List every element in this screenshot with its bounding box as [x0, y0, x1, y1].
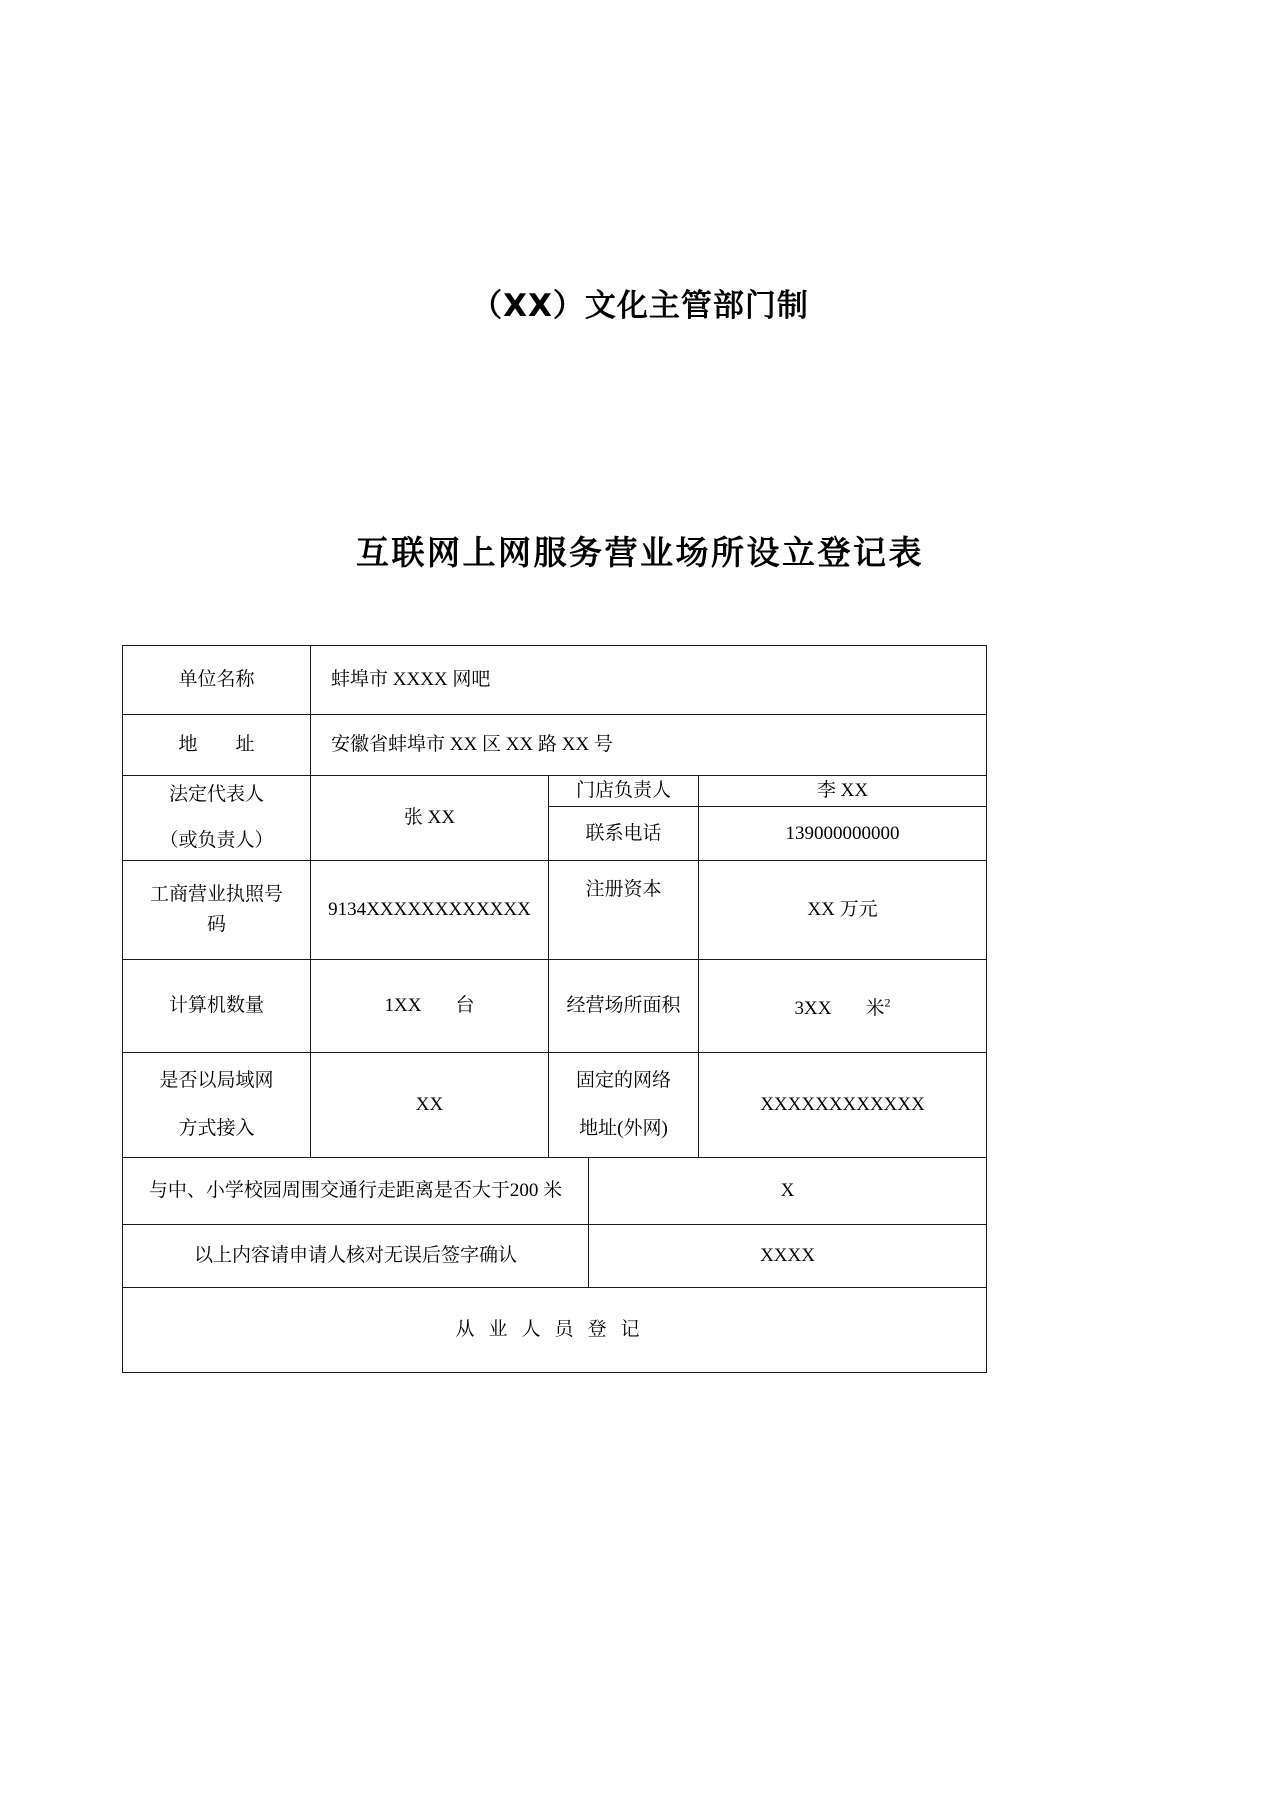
business-license-label-line2: 码 [206, 914, 226, 935]
registration-form [122, 645, 986, 1373]
fixed-network-address-label-line2: 地址(外网) [579, 1118, 668, 1139]
row-label-applicant-confirmation: 以上内容请申请人核对无误后签字确认 [123, 1225, 589, 1288]
premises-area-exponent: 2 [884, 995, 891, 1010]
table-row [123, 960, 987, 1053]
page-title: 互联网上网服务营业场所设立登记表 [356, 536, 924, 572]
row-label-business-license-no [123, 861, 311, 960]
lan-access-label-line1: 是否以局域网 [159, 1070, 274, 1091]
issuing-authority-note: （XX）文化主管部门制 [471, 288, 809, 324]
table-row [123, 861, 987, 960]
row-value-address: 安徽省蚌埠市 XX 区 XX 路 XX 号 [311, 715, 987, 776]
row-label-computer-count: 计算机数量 [123, 960, 311, 1053]
registration-table [122, 645, 987, 1373]
row-value-applicant-signature: XXXX [589, 1225, 987, 1288]
row-label-contact-phone: 联系电话 [549, 807, 699, 861]
row-label-store-manager: 门店负责人 [549, 776, 699, 807]
row-value-fixed-network-address: XXXXXXXXXXXX [699, 1053, 987, 1158]
lan-access-label-line2: 方式接入 [178, 1118, 255, 1139]
row-value-contact-phone: 139000000000 [699, 807, 987, 861]
row-value-business-license-no: 9134XXXXXXXXXXXX [311, 861, 549, 960]
row-label-registered-capital: 注册资本 [549, 861, 699, 960]
row-value-premises-area [699, 960, 987, 1053]
table-row [123, 1288, 987, 1373]
legal-representative-label-line1: 法定代表人 [168, 784, 264, 805]
row-value-store-manager: 李 XX [699, 776, 987, 807]
table-row [123, 1053, 987, 1158]
table-row [123, 1225, 987, 1288]
legal-representative-label-line2: （或负责人） [159, 830, 274, 851]
row-label-legal-representative [123, 776, 311, 861]
row-label-premises-area: 经营场所面积 [549, 960, 699, 1053]
row-label-lan-access [123, 1053, 311, 1158]
row-value-legal-representative: 张 XX [311, 776, 549, 861]
section-header-staff-registration: 从业人员登记 [123, 1288, 987, 1373]
row-value-unit-name: 蚌埠市 XXXX 网吧 [311, 646, 987, 715]
row-value-lan-access: XX [311, 1053, 549, 1158]
premises-area-number: 3XX [794, 998, 832, 1020]
row-value-school-distance: X [589, 1158, 987, 1225]
computer-count-unit: 台 [455, 995, 475, 1016]
row-value-computer-count [311, 960, 549, 1053]
table-row [123, 1158, 987, 1225]
row-value-registered-capital: XX 万元 [699, 861, 987, 960]
table-row [123, 776, 987, 807]
row-label-unit-name: 单位名称 [123, 646, 311, 715]
row-label-school-distance: 与中、小学校园周围交通行走距离是否大于200 米 [123, 1158, 589, 1225]
row-label-fixed-network-address [549, 1053, 699, 1158]
table-row [123, 646, 987, 715]
table-row [123, 715, 987, 776]
row-label-address: 地 址 [123, 715, 311, 776]
fixed-network-address-label-line1: 固定的网络 [575, 1070, 671, 1091]
computer-count-number: 1XX [384, 995, 422, 1016]
premises-area-unit: 米 [865, 998, 885, 1020]
business-license-label-line1: 工商营业执照号 [149, 884, 283, 905]
